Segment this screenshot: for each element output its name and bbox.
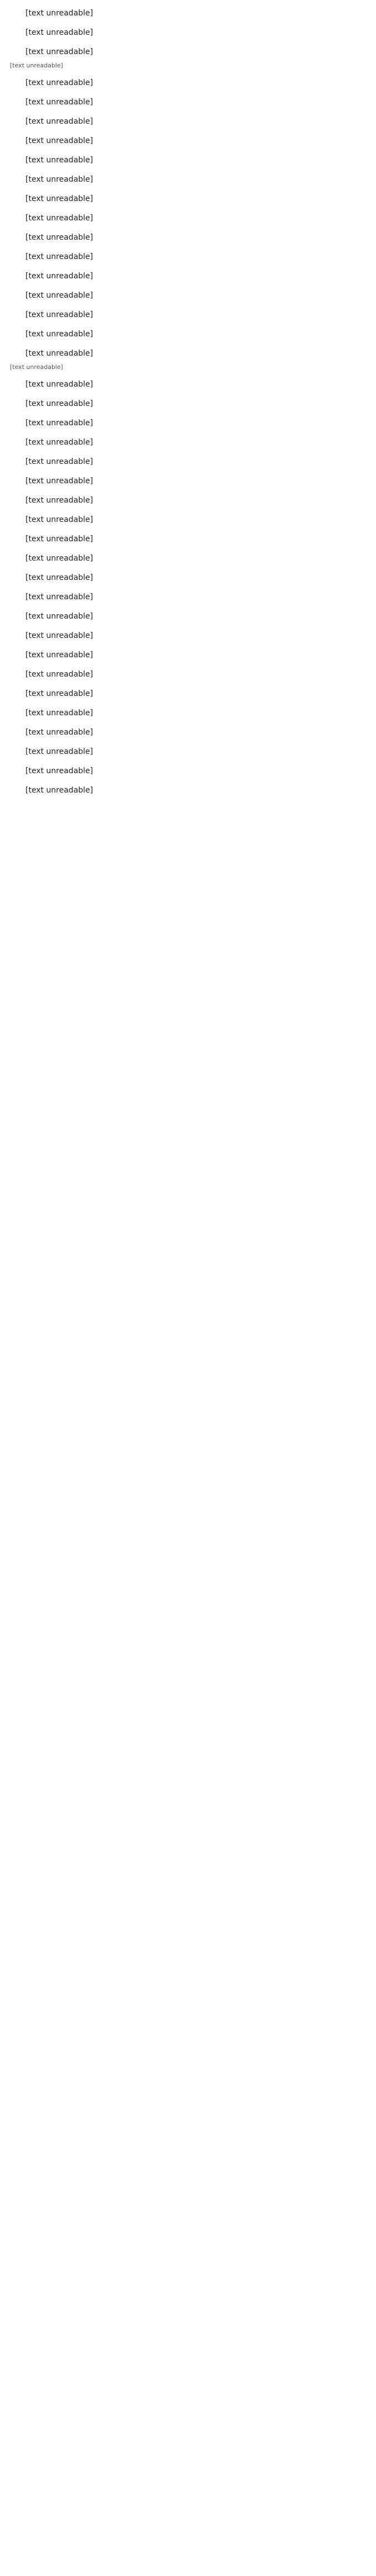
paragraph: [text unreadable] (25, 438, 93, 447)
image-caption: [text unreadable] (10, 363, 64, 371)
paragraph: [text unreadable] (25, 310, 93, 319)
paragraph: [text unreadable] (25, 252, 93, 261)
paragraph: [text unreadable] (25, 98, 93, 107)
paragraph: [text unreadable] (25, 747, 93, 756)
paragraph: [text unreadable] (25, 9, 93, 18)
paragraph: [text unreadable] (25, 349, 93, 358)
paragraph: [text unreadable] (25, 78, 93, 87)
paragraph: [text unreadable] (25, 419, 93, 427)
paragraph: [text unreadable] (25, 651, 93, 659)
paragraph: [text unreadable] (25, 670, 93, 679)
paragraph: [text unreadable] (25, 573, 93, 582)
article-body (10, 8, 366, 804)
paragraph: [text unreadable] (25, 709, 93, 717)
paragraph: [text unreadable] (25, 214, 93, 223)
paragraph: [text unreadable] (25, 593, 93, 601)
paragraph: [text unreadable] (25, 786, 93, 795)
paragraph: [text unreadable] (25, 233, 93, 242)
paragraph: [text unreadable] (25, 330, 93, 339)
paragraph: [text unreadable] (25, 477, 93, 485)
paragraph: [text unreadable] (25, 272, 93, 281)
paragraph: [text unreadable] (25, 728, 93, 737)
paragraph: [text unreadable] (25, 156, 93, 165)
paragraph: [text unreadable] (25, 515, 93, 524)
paragraph: [text unreadable] (25, 767, 93, 775)
paragraph: [text unreadable] (25, 47, 93, 56)
paragraph: [text unreadable] (25, 291, 93, 300)
image-caption: [text unreadable] (10, 62, 64, 69)
paragraph: [text unreadable] (25, 457, 93, 466)
paragraph: [text unreadable] (25, 380, 93, 389)
paragraph: [text unreadable] (25, 117, 93, 126)
paragraph: [text unreadable] (25, 194, 93, 203)
paragraph: [text unreadable] (25, 535, 93, 543)
paragraph: [text unreadable] (25, 631, 93, 640)
paragraph: [text unreadable] (25, 136, 93, 145)
paragraph: [text unreadable] (25, 28, 93, 37)
paragraph: [text unreadable] (25, 689, 93, 698)
paragraph: [text unreadable] (25, 554, 93, 563)
paragraph: [text unreadable] (25, 399, 93, 408)
paragraph: [text unreadable] (25, 612, 93, 621)
paragraph: [text unreadable] (25, 175, 93, 184)
paragraph: [text unreadable] (25, 496, 93, 505)
